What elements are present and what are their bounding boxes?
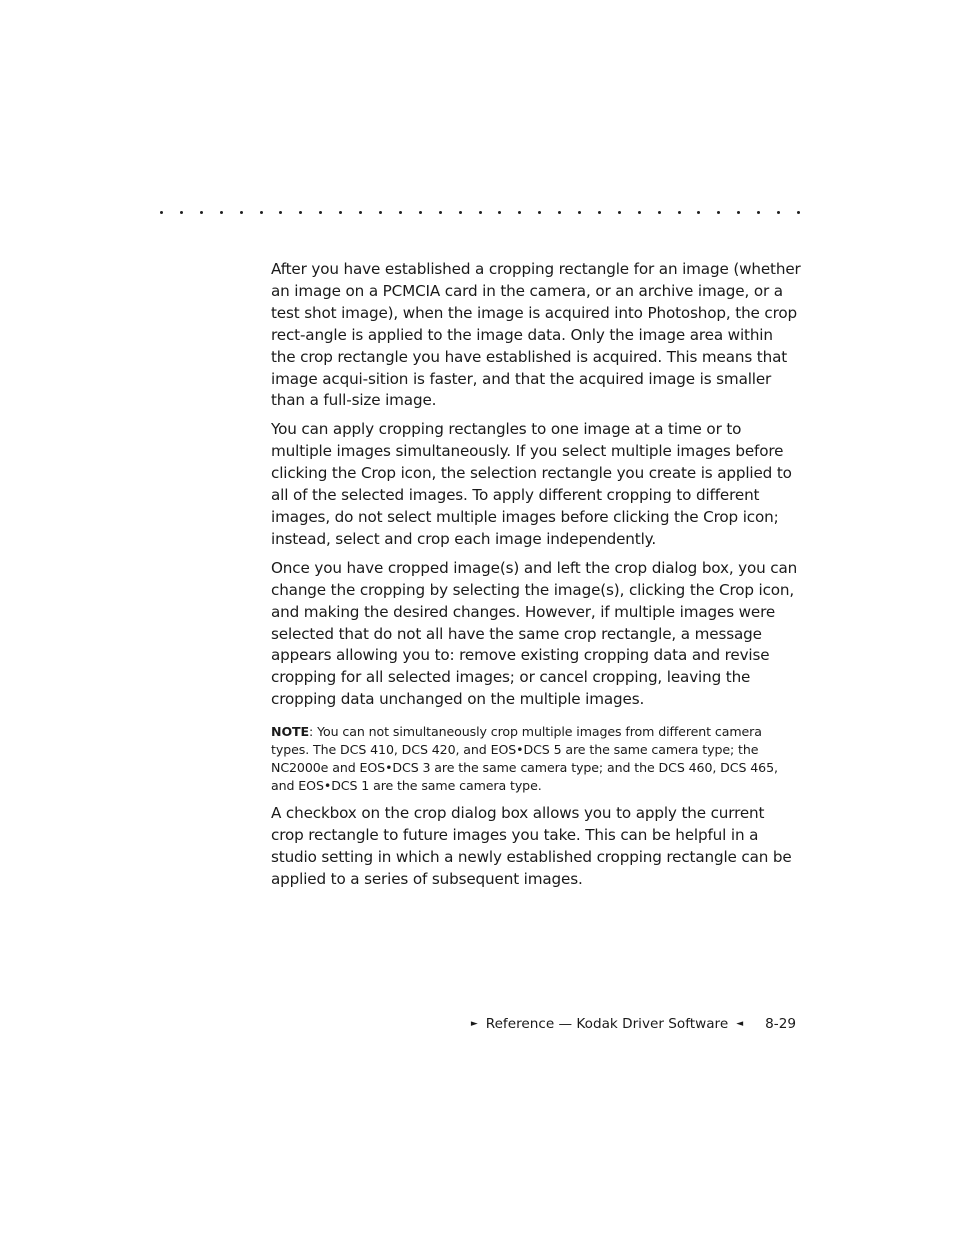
page-number: 8-29 <box>765 1016 796 1032</box>
section-title: Reference — Kodak Driver Software <box>485 1016 729 1032</box>
note-label: NOTE <box>271 724 310 740</box>
note-text: : You can not simultaneously crop multiple images from different camera types. The DCS 410, DCS 420, and EOS•DCS 5 are the same camera type; the NC2000e and EOS•DCS 3 are the same camera type; and the DCS 460, DCS 465, and EOS•DCS 1 are the same camera type. <box>271 724 778 794</box>
dotted-rule <box>160 206 800 218</box>
page-footer <box>471 1016 796 1032</box>
paragraph: After you have established a cropping rectangle for an image (whether an image on a PCMCIA card in the camera, or an archive image, or a test shot image), when the image is acquired into Photoshop, the crop rect-angle is applied to the image data. Only the image area within the crop rectangle you have established is acquired. This means that image acqui-sition is faster, and that the acquired image is smaller than a full-size image. <box>271 260 801 410</box>
note <box>271 723 801 795</box>
paragraph: Once you have cropped image(s) and left the crop dialog box, you can change the cropping by selecting the image(s), clicking the Crop icon, and making the desired changes. However, if multiple images were selected that do not all have the same crop rectangle, a message appears allowing you to: remove existing cropping data and revise cropping for all selected images; or cancel cropping, leaving the cropping data unchanged on the multiple images. <box>271 558 798 709</box>
paragraph: A checkbox on the crop dialog box allows you to apply the current crop rectangle to future images you take. This can be helpful in a studio setting in which a newly established cropping rectangle can be applied to a series of subsequent images. <box>271 804 792 888</box>
right-triangle-icon: ► <box>470 1018 478 1029</box>
paragraph: You can apply cropping rectangles to one image at a time or to multiple images simultaneously. If you select multiple images before clicking the Crop icon, the selection rectangle you create is applied to all of the selected images. To apply different cropping to different images, do not select multiple images before clicking the Crop icon; instead, select and crop each image independently. <box>271 420 792 548</box>
body-text <box>271 259 801 898</box>
left-triangle-icon: ◄ <box>736 1018 744 1029</box>
